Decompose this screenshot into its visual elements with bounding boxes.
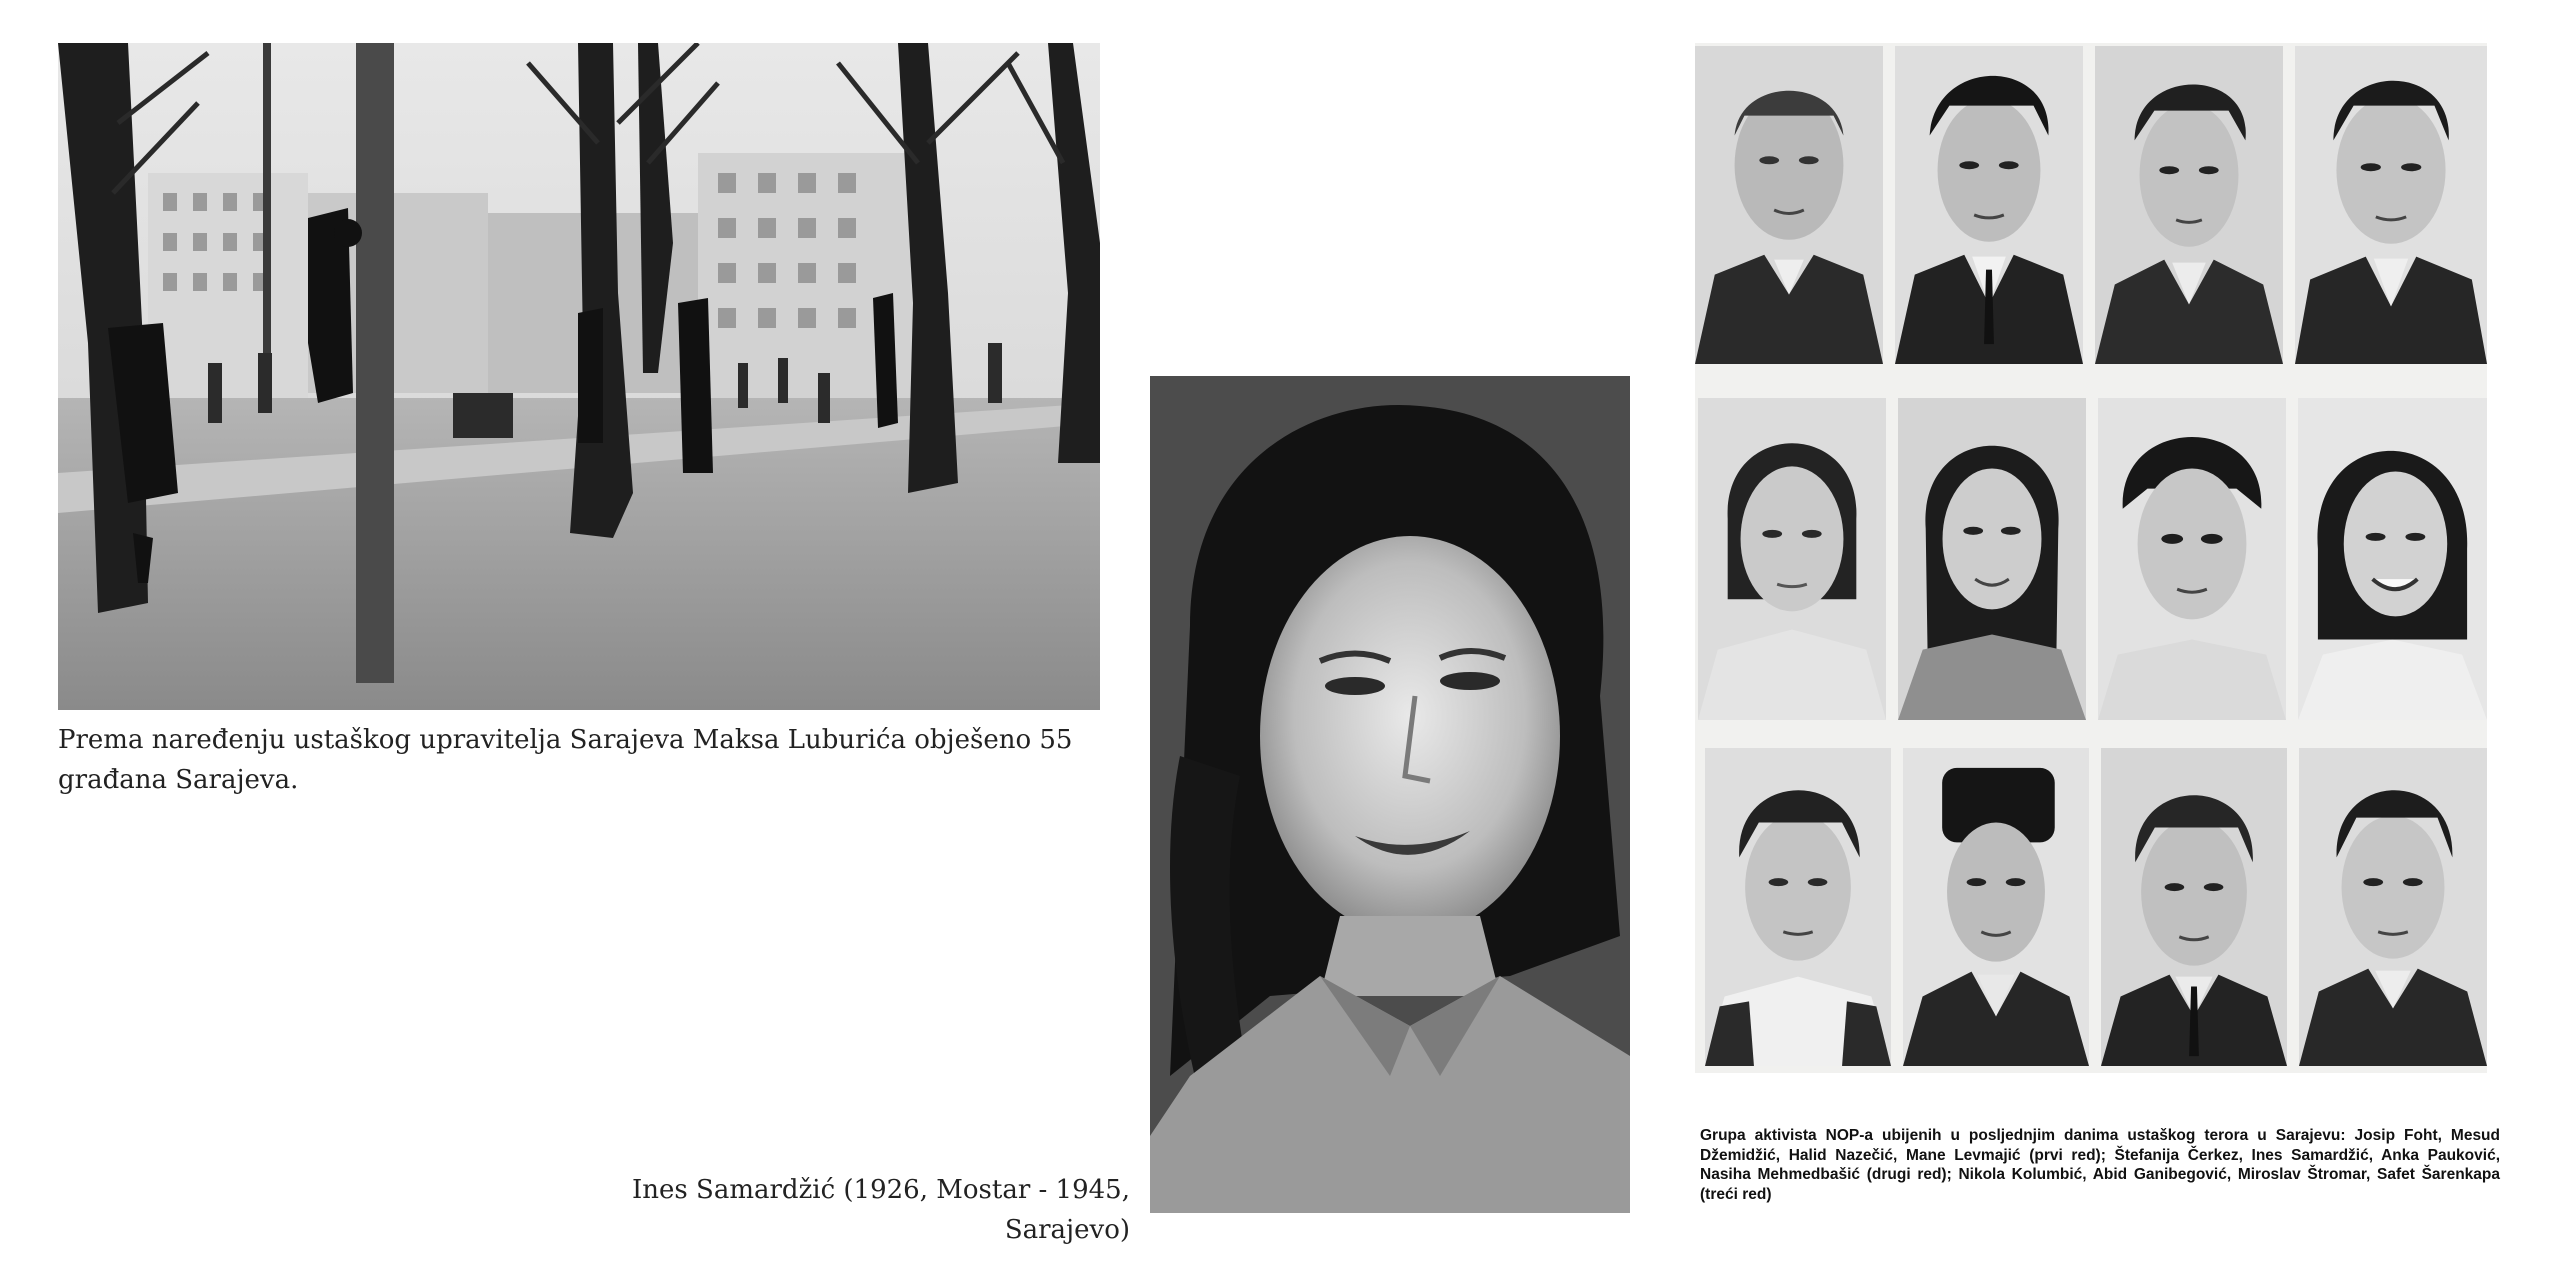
gallery-portrait xyxy=(1895,46,2083,364)
gallery-portrait xyxy=(2098,398,2286,720)
portrait-photograph xyxy=(1150,376,1630,1213)
gallery-portrait xyxy=(2295,46,2487,364)
gallery-portrait xyxy=(2095,46,2283,364)
gallery-portrait xyxy=(1898,398,2086,720)
street-photo-image xyxy=(58,43,1100,710)
street-photo-caption: Prema naređenju ustaškog upravitelja Sarajeva Maksa Luburića obješeno 55 građana Sarajeva. xyxy=(58,725,1073,795)
gallery-portrait xyxy=(1903,748,2089,1066)
portrait-image xyxy=(1150,376,1630,1213)
gallery-portrait xyxy=(1705,748,1891,1066)
gallery-portrait xyxy=(1698,398,1886,720)
gallery-portrait xyxy=(1695,46,1883,364)
gallery-portrait xyxy=(2298,398,2487,720)
portrait-gallery xyxy=(1695,43,2487,1073)
portrait-caption: Ines Samardžić (1926, Mostar - 1945, Sarajevo) xyxy=(632,1175,1130,1245)
street-photograph xyxy=(58,43,1100,710)
gallery-caption: Grupa aktivista NOP-a ubijenih u posljednjim danima ustaškog terora u Sarajevu: Josip Foht, Mesud Džemidžić, Halid Nazečić, Mane Levmajić (prvi red); Štefanija Čerkez, Ines Samardžić, Anka Pauković, Nasiha Mehmedbašić (drugi red); Nikola Kolumbić, Abid Ganibegović, Miroslav Štromar, Safet Šarenkapa (treći red) xyxy=(1700,1127,2500,1203)
gallery-portrait xyxy=(2101,748,2287,1066)
gallery-portrait xyxy=(2299,748,2487,1066)
